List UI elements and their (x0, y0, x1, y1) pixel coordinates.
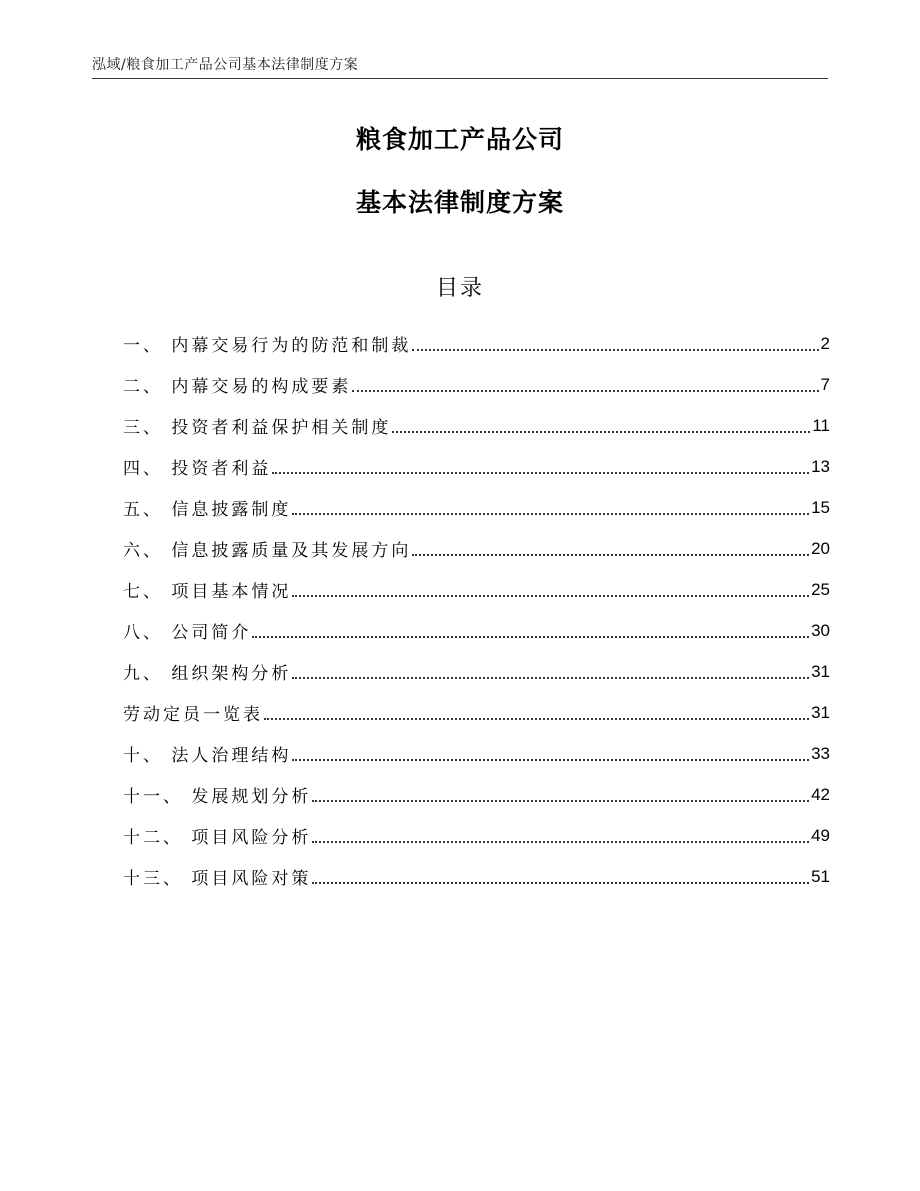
toc-leader-dots (292, 759, 809, 761)
toc-entry-label: 五、 信息披露制度 (123, 500, 292, 520)
toc-entry-page: 31 (811, 702, 830, 722)
toc-leader-dots (312, 882, 809, 884)
toc-leader-dots (272, 472, 809, 474)
toc-entry-page: 51 (811, 866, 830, 886)
toc-leader-dots (312, 841, 809, 843)
toc-leader-dots (412, 554, 809, 556)
toc-entry-label: 四、 投资者利益 (123, 459, 272, 479)
toc-entry[interactable] (123, 692, 830, 733)
toc-entry-label: 八、 公司简介 (123, 623, 252, 643)
toc-leader-dots (292, 677, 809, 679)
toc-entry-page: 33 (811, 743, 830, 763)
toc-entry-page: 11 (812, 415, 830, 435)
toc-entry-page: 2 (820, 333, 830, 353)
toc-entry[interactable] (123, 487, 830, 528)
header-divider (92, 78, 828, 79)
toc-entry-label: 一、 内幕交易行为的防范和制裁 (123, 336, 412, 356)
toc-entry-page: 25 (811, 579, 830, 599)
toc-leader-dots (292, 513, 809, 515)
toc-entry-page: 31 (811, 661, 830, 681)
toc-entry-label: 六、 信息披露质量及其发展方向 (123, 541, 412, 561)
toc-entry-page: 20 (811, 538, 830, 558)
table-of-contents (123, 323, 830, 897)
toc-leader-dots (264, 718, 809, 720)
toc-entry-page: 42 (811, 784, 830, 804)
toc-entry-label: 十三、 项目风险对策 (123, 869, 312, 889)
running-header: 泓域/粮食加工产品公司基本法律制度方案 (92, 57, 359, 73)
document-title-line-1: 粮食加工产品公司 (355, 125, 564, 154)
toc-entry-label: 三、 投资者利益保护相关制度 (123, 418, 392, 438)
toc-entry[interactable] (123, 774, 830, 815)
toc-entry-page: 15 (811, 497, 830, 517)
toc-leader-dots (352, 390, 818, 392)
toc-entry[interactable] (123, 364, 830, 405)
toc-entry[interactable] (123, 856, 830, 897)
toc-entry-label: 劳动定员一览表 (123, 705, 263, 725)
toc-entry-page: 30 (811, 620, 830, 640)
toc-entry-page: 13 (811, 456, 830, 476)
toc-entry-label: 十一、 发展规划分析 (123, 787, 312, 807)
toc-heading: 目录 (435, 276, 484, 301)
toc-entry-label: 二、 内幕交易的构成要素 (123, 377, 352, 397)
toc-entry-page: 7 (820, 374, 830, 394)
toc-entry[interactable] (123, 323, 830, 364)
toc-leader-dots (252, 636, 809, 638)
document-title-line-2: 基本法律制度方案 (355, 188, 564, 217)
toc-entry-label: 七、 项目基本情况 (123, 582, 292, 602)
toc-leader-dots (292, 595, 809, 597)
toc-entry[interactable] (123, 733, 830, 774)
toc-entry[interactable] (123, 405, 830, 446)
toc-entry[interactable] (123, 610, 830, 651)
toc-entry[interactable] (123, 651, 830, 692)
toc-entry[interactable] (123, 446, 830, 487)
toc-entry[interactable] (123, 528, 830, 569)
toc-entry-page: 49 (811, 825, 830, 845)
toc-leader-dots (412, 349, 818, 351)
toc-entry-label: 十、 法人治理结构 (123, 746, 292, 766)
toc-entry[interactable] (123, 569, 830, 610)
toc-entry-label: 九、 组织架构分析 (123, 664, 292, 684)
toc-entry-label: 十二、 项目风险分析 (123, 828, 312, 848)
toc-leader-dots (312, 800, 809, 802)
toc-leader-dots (392, 431, 810, 433)
toc-entry[interactable] (123, 815, 830, 856)
